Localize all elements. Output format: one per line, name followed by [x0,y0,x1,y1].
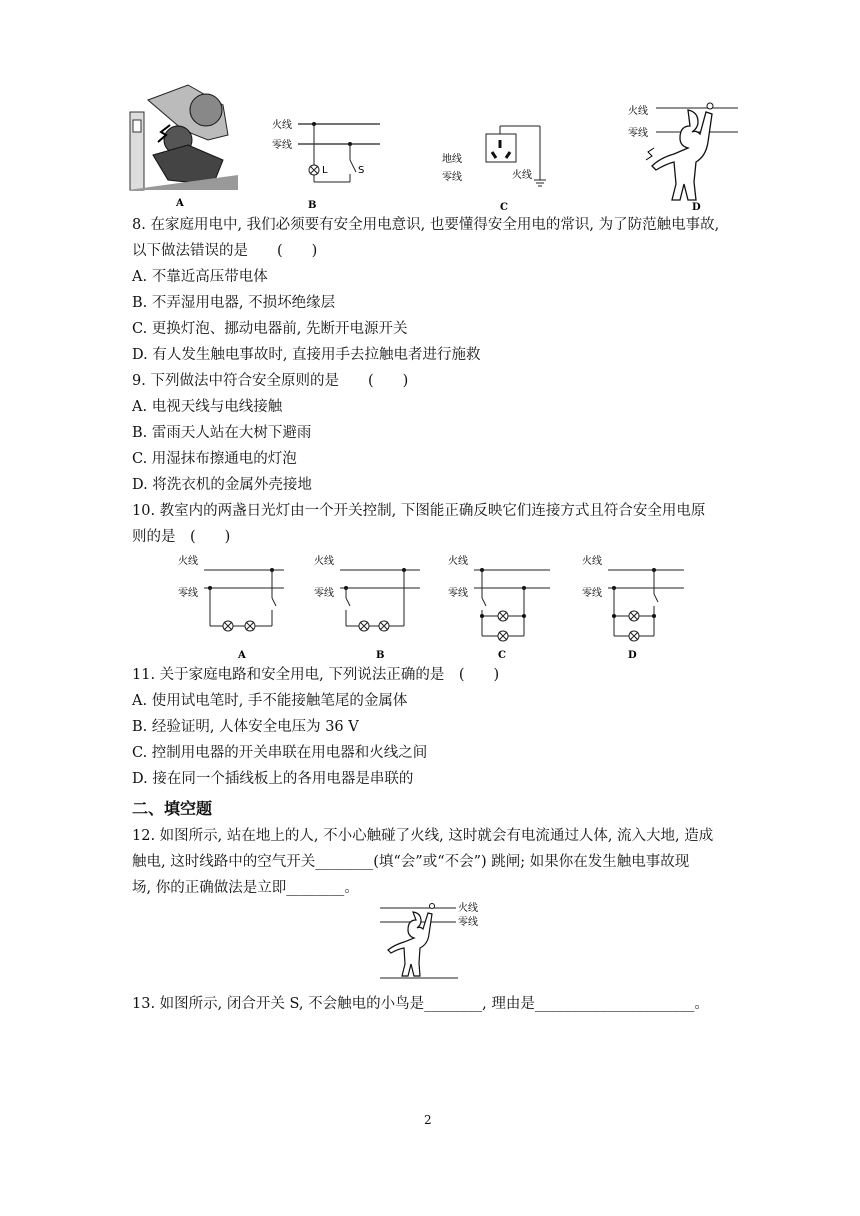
figure-d-fire-label: 火线 [628,106,648,117]
figure-b-fire-label: 火线 [272,120,292,131]
figure-b-zero-label: 零线 [272,140,292,151]
q10-c-fire-label: 火线 [448,556,468,567]
q8-stem-line2: 以下做法错误的是 ( ) [132,243,318,259]
q10-b-zero-label: 零线 [314,588,334,599]
q10-c-zero-label: 零线 [448,588,468,599]
q10-b-fire-label: 火线 [314,556,334,567]
page-number: 2 [424,1113,432,1127]
q11-option-a: A. 使用试电笔时, 手不能接触笔尾的金属体 [132,693,408,709]
q8-option-b: B. 不弄湿用电器, 不损坏绝缘层 [132,295,336,311]
q9-option-c: C. 用湿抹布擦通电的灯泡 [132,451,297,467]
q10-circuit-d [580,550,692,662]
q12-figure-person-touching-wire [378,898,490,982]
q9-stem: 9. 下列做法中符合安全原则的是 ( ) [132,373,409,389]
q10-d-label: D [628,650,637,661]
section-title-fill-in: 二、填空题 [132,799,213,818]
figure-d-person-touching-wire [626,96,742,212]
q8-option-d: D. 有人发生触电事故时, 直接用手去拉触电者进行施救 [132,347,481,363]
q10-a-label: A [238,650,246,661]
q10-stem-line1: 10. 教室内的两盏日光灯由一个开关控制, 下图能正确反映它们连接方式且符合安全用电原 [132,503,706,519]
figure-a-shock-cartoon [128,80,238,208]
q9-option-a: A. 电视天线与电线接触 [132,399,283,415]
figure-b-circuit [268,112,386,210]
q10-stem-line2: 则的是 ( ) [132,529,231,545]
q9-option-d: D. 将洗衣机的金属外壳接地 [132,477,312,493]
q11-option-d: D. 接在同一个插线板上的各用电器是串联的 [132,771,414,787]
q12-fire-label: 火线 [458,903,478,914]
q11-stem: 11. 关于家庭电路和安全用电, 下列说法正确的是 ( ) [132,667,500,683]
q12-line3: 场, 你的正确做法是立即________。 [132,880,359,896]
figure-b-label: B [308,200,317,210]
q10-d-zero-label: 零线 [582,588,602,599]
q10-circuit-c [446,550,558,662]
figure-b-switch-label: S [358,165,365,176]
figure-c-zero-label: 零线 [442,172,462,183]
q10-a-zero-label: 零线 [178,588,198,599]
q11-option-b: B. 经验证明, 人体安全电压为 36 V [132,719,359,735]
q9-option-b: B. 雷雨天人站在大树下避雨 [132,425,312,441]
q8-option-a: A. 不靠近高压带电体 [132,269,268,285]
figure-c-socket [440,124,550,210]
q10-c-label: C [498,650,506,661]
figure-c-fire-label: 火线 [512,170,532,181]
q10-circuit-b [312,550,424,662]
q10-circuit-a [176,550,288,662]
q11-option-c: C. 控制用电器的开关串联在用电器和火线之间 [132,745,428,761]
q12-zero-label: 零线 [458,917,478,928]
figure-a-label: A [176,198,184,208]
figure-d-zero-label: 零线 [628,128,648,139]
figure-c-label: C [500,202,508,210]
q12-line2: 触电, 这时线路中的空气开关________(填“会”或“不会”) 跳闸; 如果你在发生触电事故现 [132,854,690,870]
q8-option-c: C. 更换灯泡、挪动电器前, 先断开电源开关 [132,321,408,337]
q13-line1: 13. 如图所示, 闭合开关 S, 不会触电的小鸟是________, 理由是______________________。 [132,996,709,1012]
figure-c-ground-label: 地线 [442,154,462,165]
figure-d-label: D [692,202,701,212]
q8-stem-line1: 8. 在家庭用电中, 我们必须要有安全用电意识, 也要懂得安全用电的常识, 为了防范触电事故, [132,217,720,233]
q12-line1: 12. 如图所示, 站在地上的人, 不小心触碰了火线, 这时就会有电流通过人体, 流入大地, 造成 [132,828,714,844]
figure-b-lamp-label: L [322,165,328,176]
q10-a-fire-label: 火线 [178,556,198,567]
q10-d-fire-label: 火线 [582,556,602,567]
q10-b-label: B [376,650,385,661]
